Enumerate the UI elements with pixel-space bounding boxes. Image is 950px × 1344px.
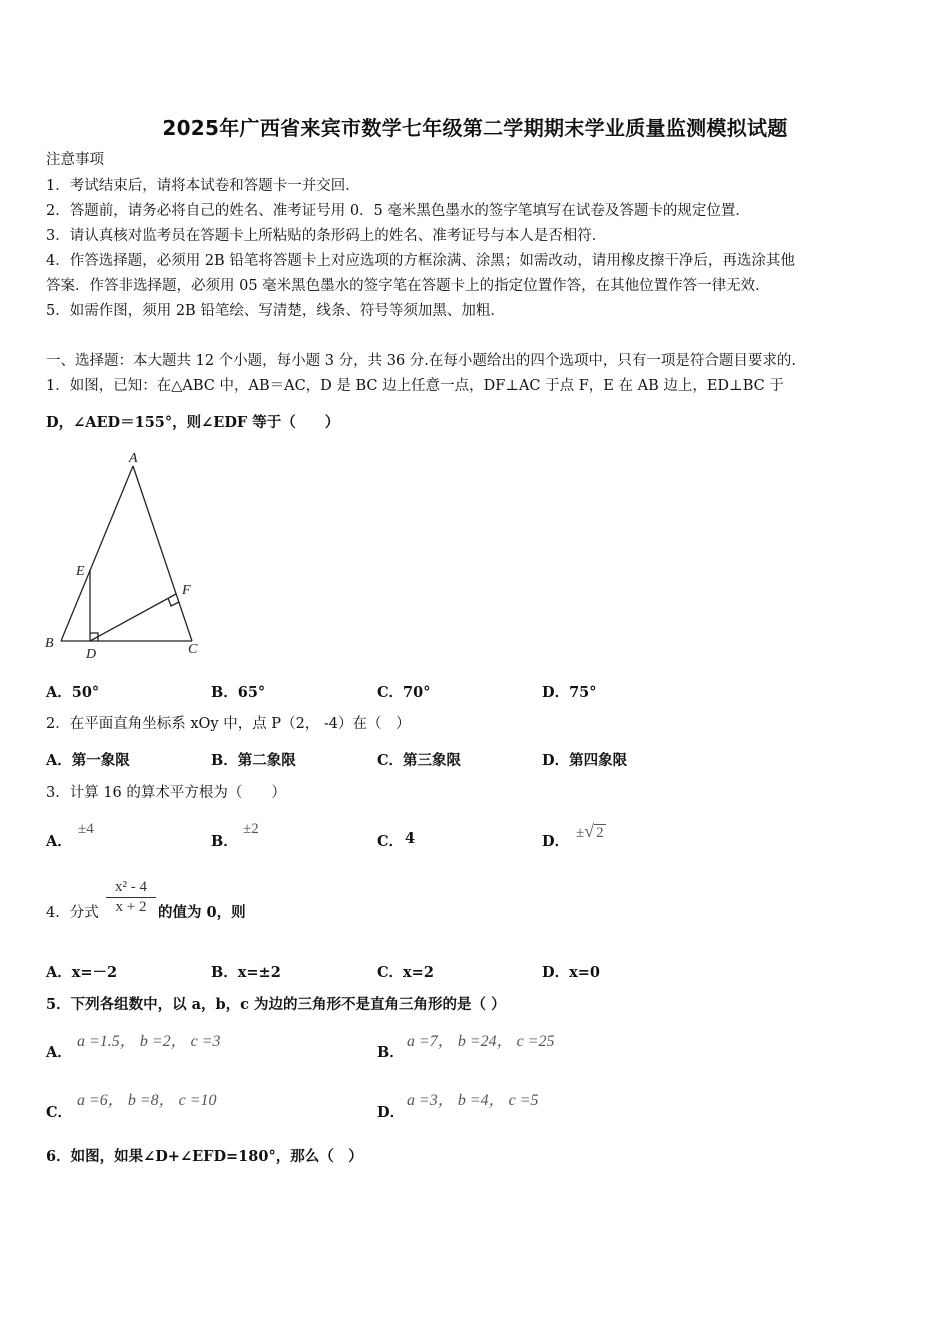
separator: ， [119, 1033, 136, 1050]
q3-option-d-value [576, 821, 606, 842]
q4-option-d[interactable]: D．x=0 [542, 964, 600, 981]
side-c-value: c =5 [508, 1092, 539, 1109]
question-6-stem: 6．如图，如果∠D+∠EFD=180°，那么（ ） [46, 1148, 363, 1165]
side-c-value: c =10 [178, 1092, 217, 1109]
separator: ， [107, 1092, 124, 1109]
notice-item: 5．如需作图，须用 2B 铅笔绘、写清楚，线条、符号等须加黑、加粗． [46, 303, 505, 319]
triangle-figure [40, 448, 210, 663]
label-f: F [182, 583, 191, 598]
notice-item: 4．作答选择题，必须用 2B 铅笔将答题卡上对应选项的方框涂满、涂黑；如需改动，请用橡皮擦干净后，再选涂其他 [46, 253, 795, 269]
q5-option-a-label[interactable]: A． [46, 1044, 72, 1061]
q3-option-c-value: 4 [405, 830, 416, 847]
side-b-value: b =8 [127, 1092, 159, 1109]
q5-option-d-label[interactable]: D． [377, 1104, 405, 1121]
q5-option-c-values [77, 1087, 217, 1110]
q2-option-c[interactable]: C．第三象限 [377, 752, 462, 769]
question-1-stem: 1．如图，已知：在△ABC 中，AB＝AC，D 是 BC 边上任意一点，DF⊥AC 于点 F，E 在 AB 边上，ED⊥BC 于 [46, 378, 784, 394]
q5-option-d-values [407, 1087, 539, 1110]
fraction-bar [106, 897, 156, 898]
q3-option-b-value: ±2 [243, 821, 259, 837]
question-2-stem: 2．在平面直角坐标系 xOy 中，点 P（2， -4）在（ ） [46, 716, 411, 732]
q1-option-d[interactable]: D．75° [542, 684, 597, 701]
page-title: 2025年广西省来宾市数学七年级第二学期期末学业质量监测模拟试题 [162, 116, 788, 140]
question-4-prefix: 4．分式 [46, 905, 99, 921]
separator: ， [158, 1092, 175, 1109]
sqrt-radical-icon: √ [584, 821, 595, 841]
q5-option-a-values [77, 1028, 221, 1051]
q4-option-b[interactable]: B．x=±2 [211, 964, 281, 981]
fraction [106, 879, 156, 916]
q3-option-a-value: ±4 [78, 821, 94, 837]
notice-heading: 注意事项 [46, 152, 104, 168]
q2-option-a[interactable]: A．第一象限 [46, 752, 130, 769]
side-c-value: c =25 [516, 1033, 555, 1050]
side-ab [61, 466, 133, 641]
q3-option-b-label[interactable]: B． [211, 833, 238, 850]
label-c: C [188, 642, 198, 657]
q1-option-b[interactable]: B．65° [211, 684, 266, 701]
label-e: E [76, 564, 85, 579]
question-1-stem-cont: D，∠AED＝155°，则∠EDF 等于（ ） [46, 414, 340, 431]
question-3-stem: 3．计算 16 的算术平方根为（ ） [46, 785, 286, 801]
label-b: B [45, 636, 54, 651]
sqrt-radicand: 2 [596, 825, 604, 841]
side-a-value: a =3 [407, 1092, 438, 1109]
segment-df [90, 594, 176, 641]
q4-option-a[interactable]: A．x=－2 [46, 964, 118, 981]
q3-option-c-label[interactable]: C． [377, 833, 404, 850]
q2-option-d[interactable]: D．第四象限 [542, 752, 628, 769]
q1-option-a[interactable]: A．50° [46, 684, 100, 701]
label-a: A [129, 451, 138, 466]
q3-option-d-label[interactable]: D． [542, 833, 570, 850]
side-b-value: b =2 [139, 1033, 171, 1050]
side-ac [133, 466, 192, 641]
question-4-suffix: 的值为 0，则 [158, 904, 246, 921]
q5-option-b-values [407, 1028, 555, 1051]
side-a-value: a =1.5 [77, 1033, 120, 1050]
notice-item: 答案．作答非选择题，必须用 05 毫米黑色墨水的签字笔在答题卡上的指定位置作答，在其他位置作答一律无效． [46, 278, 770, 294]
label-d: D [86, 647, 97, 662]
q1-option-c[interactable]: C．70° [377, 684, 431, 701]
plus-minus-sign: ± [576, 825, 585, 841]
q5-option-c-label[interactable]: C． [46, 1104, 73, 1121]
separator: ， [437, 1092, 454, 1109]
notice-item: 3．请认真核对监考员在答题卡上所粘贴的条形码上的姓名、准考证号与本人是否相符． [46, 228, 607, 244]
fraction-denominator: x + 2 [115, 899, 147, 915]
notice-item: 2．答题前，请务必将自己的姓名、准考证号用 0．5 毫米黑色墨水的签字笔填写在试卷及答题卡的规定位置． [46, 203, 750, 219]
question-5-stem: 5．下列各组数中，以 a，b，c 为边的三角形不是直角三角形的是（ ） [46, 996, 506, 1013]
q3-option-a-label[interactable]: A． [46, 833, 72, 850]
separator: ， [437, 1033, 454, 1050]
q5-option-b-label[interactable]: B． [377, 1044, 404, 1061]
side-a-value: a =7 [407, 1033, 438, 1050]
separator: ， [170, 1033, 187, 1050]
notice-item: 1．考试结束后，请将本试卷和答题卡一并交回． [46, 178, 360, 194]
q2-option-b[interactable]: B．第二象限 [211, 752, 296, 769]
q4-option-c[interactable]: C．x=2 [377, 964, 434, 981]
side-c-value: c =3 [190, 1033, 221, 1050]
side-b-value: b =4 [457, 1092, 489, 1109]
section-heading: 一、选择题：本大题共 12 个小题，每小题 3 分，共 36 分.在每小题给出的四个选项中，只有一项是符合题目要求的. [46, 353, 796, 369]
separator: ， [496, 1033, 513, 1050]
fraction-numerator: x² - 4 [115, 879, 147, 895]
separator: ， [488, 1092, 505, 1109]
side-a-value: a =6 [77, 1092, 108, 1109]
side-b-value: b =24 [457, 1033, 497, 1050]
